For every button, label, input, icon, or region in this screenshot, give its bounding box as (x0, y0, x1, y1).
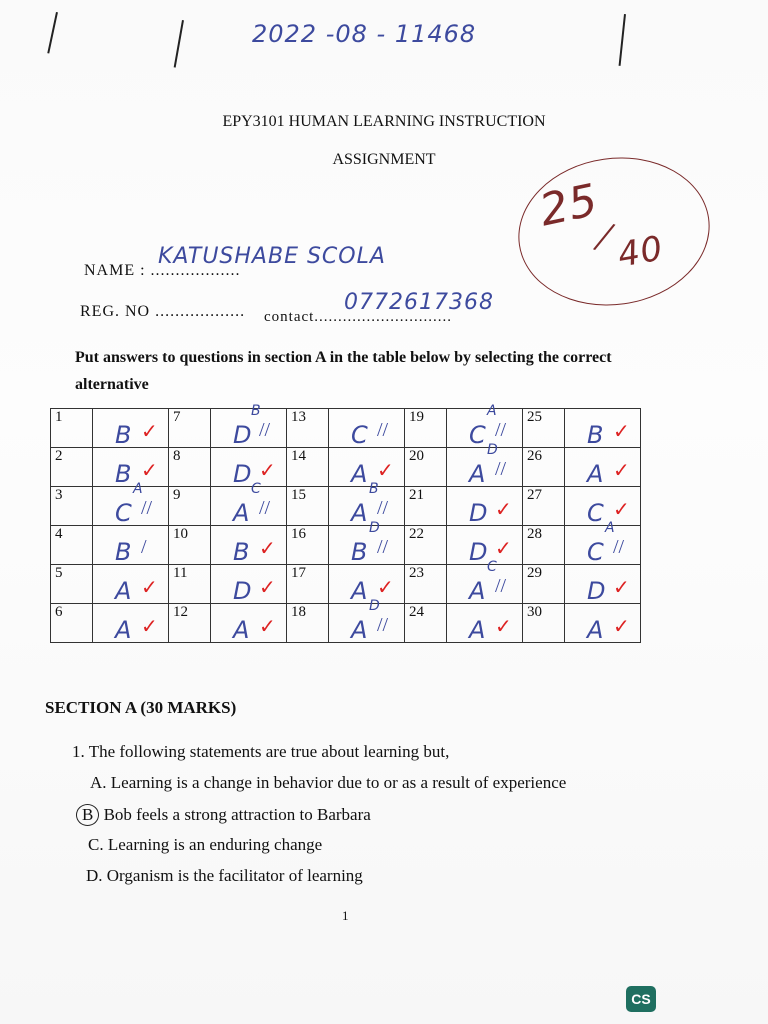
wrong-mark: // (377, 497, 389, 519)
correct-tick-mark: ✓ (495, 538, 512, 560)
question-number: 15 (287, 487, 329, 526)
answer-row (51, 409, 641, 448)
answer-table (50, 403, 641, 644)
student-answer: C (587, 499, 605, 527)
wrong-mark: // (495, 419, 507, 441)
wrong-mark: // (141, 497, 153, 519)
question-number: 2 (51, 448, 93, 487)
contact-value: 0772617368 (344, 290, 494, 315)
answer-cell (447, 526, 523, 565)
correct-tick-mark: ✓ (613, 460, 630, 482)
correction-letter: D (487, 442, 499, 458)
option-b-letter-circled: B (76, 804, 99, 826)
wrong-mark: // (377, 419, 389, 441)
answer-cell (447, 442, 523, 488)
correct-tick-mark: ✓ (495, 616, 512, 638)
score-denominator: 40 (614, 228, 667, 276)
score-circle (509, 145, 720, 317)
pen-stroke (174, 20, 184, 68)
correction-letter: D (369, 520, 381, 536)
question-number: 22 (405, 526, 447, 565)
correct-tick-mark: ✓ (377, 460, 394, 482)
contact-label: contact............................. (264, 309, 453, 325)
score-slash: / (589, 210, 620, 263)
option-a-letter: A. (90, 773, 107, 792)
answer-cell (565, 565, 641, 604)
section-heading: SECTION A (30 MARKS) (45, 698, 237, 717)
answer-cell (93, 604, 169, 643)
student-answer: B (115, 421, 133, 449)
answer-row (51, 526, 641, 565)
correction-letter: A (133, 481, 144, 497)
question-number: 4 (51, 526, 93, 565)
answer-cell (565, 487, 641, 526)
answer-cell (211, 604, 287, 643)
correction-letter: B (369, 481, 380, 497)
option-a (90, 773, 566, 793)
student-answer: C (351, 421, 369, 449)
answer-cell (329, 565, 405, 604)
option-c (88, 835, 322, 855)
option-d (86, 866, 363, 886)
answer-cell (329, 598, 405, 644)
question-number: 1 (51, 409, 93, 448)
question-1-stem: 1. The following statements are true about learning but, (72, 742, 450, 761)
answer-cell (93, 481, 169, 527)
answer-row (51, 565, 641, 604)
answer-cell (447, 403, 523, 449)
question-number: 6 (51, 604, 93, 643)
student-answer: D (233, 577, 253, 605)
student-answer: A (115, 616, 133, 644)
question-number: 5 (51, 565, 93, 604)
correct-tick-mark: ✓ (377, 577, 394, 599)
answer-cell (447, 559, 523, 605)
wrong-mark: // (377, 536, 389, 558)
course-title: EPY3101 HUMAN LEARNING INSTRUCTION (222, 113, 546, 130)
correct-tick-mark: ✓ (613, 577, 630, 599)
student-answer: A (233, 616, 251, 644)
student-answer: A (233, 499, 251, 527)
student-answer: C (587, 538, 605, 566)
answer-cell (211, 526, 287, 565)
pen-stroke (619, 14, 626, 66)
student-answer: B (115, 460, 133, 488)
answer-cell (565, 448, 641, 487)
answer-cell (447, 604, 523, 643)
answer-cell (93, 409, 169, 448)
correct-tick-mark: ✓ (613, 421, 630, 443)
answer-cell (211, 403, 287, 449)
student-answer: D (233, 460, 253, 488)
correct-tick-mark: ✓ (141, 421, 158, 443)
answer-cell (211, 481, 287, 527)
question-number: 19 (405, 409, 447, 448)
assignment-label: ASSIGNMENT (332, 151, 436, 168)
correct-tick-mark: ✓ (259, 538, 276, 560)
answer-cell (329, 520, 405, 566)
student-answer: C (115, 499, 133, 527)
option-d-letter: D. (86, 866, 103, 885)
answer-row (51, 487, 641, 526)
question-number: 12 (169, 604, 211, 643)
answer-row (51, 604, 641, 643)
student-answer: D (233, 421, 253, 449)
question-number: 17 (287, 565, 329, 604)
correction-letter: D (369, 598, 381, 614)
question-number: 10 (169, 526, 211, 565)
option-a-text: Learning is a change in behavior due to or as a result of experience (110, 773, 567, 792)
question-number: 20 (405, 448, 447, 487)
student-answer: A (469, 616, 487, 644)
student-answer: B (115, 538, 133, 566)
score-numerator: 25 (535, 174, 603, 237)
wrong-mark: // (259, 419, 271, 441)
student-answer: A (469, 460, 487, 488)
answer-cell (329, 481, 405, 527)
question-number: 3 (51, 487, 93, 526)
correct-tick-mark: ✓ (141, 460, 158, 482)
student-answer: C (469, 421, 487, 449)
correct-tick-mark: ✓ (259, 616, 276, 638)
answer-cell (329, 409, 405, 448)
question-number: 13 (287, 409, 329, 448)
question-number: 29 (523, 565, 565, 604)
correct-tick-mark: ✓ (259, 577, 276, 599)
student-answer: A (115, 577, 133, 605)
correct-tick-mark: ✓ (141, 577, 158, 599)
answer-cell (565, 604, 641, 643)
option-c-letter: C. (88, 835, 104, 854)
student-answer: A (469, 577, 487, 605)
student-answer: A (351, 616, 369, 644)
question-number: 30 (523, 604, 565, 643)
student-answer: B (351, 538, 369, 566)
reg-label: REG. NO .................. (80, 303, 246, 320)
option-b (76, 804, 371, 826)
student-answer: D (469, 538, 489, 566)
question-number: 11 (169, 565, 211, 604)
camscanner-logo: CS (626, 986, 656, 1012)
option-c-text: Learning is an enduring change (107, 835, 323, 854)
name-value: KATUSHABE SCOLA (158, 244, 386, 269)
correction-letter: A (605, 520, 616, 536)
correction-letter: C (251, 481, 262, 497)
answer-cell (565, 520, 641, 566)
correct-tick-mark: ✓ (141, 616, 158, 638)
question-number: 23 (405, 565, 447, 604)
correction-letter: B (251, 403, 262, 419)
correct-tick-mark: ✓ (259, 460, 276, 482)
option-d-text: Organism is the facilitator of learning (106, 866, 363, 885)
correction-letter: A (487, 403, 498, 419)
student-answer: A (351, 577, 369, 605)
answer-cell (447, 487, 523, 526)
wrong-mark: / (141, 536, 147, 558)
question-number: 14 (287, 448, 329, 487)
answer-cell (93, 565, 169, 604)
instruction-text: Put answers to questions in section A in the table below by selecting the correct alternative (75, 349, 612, 393)
pen-stroke (47, 12, 58, 53)
name-label: NAME : .................. (84, 262, 241, 279)
question-number: 8 (169, 448, 211, 487)
correct-tick-mark: ✓ (495, 499, 512, 521)
student-answer: B (233, 538, 251, 566)
option-b-text: Bob feels a strong attraction to Barbara (103, 805, 371, 824)
wrong-mark: // (613, 536, 625, 558)
question-number: 7 (169, 409, 211, 448)
handwritten-reg-number: 2022 -08 - 11468 (252, 20, 477, 48)
correct-tick-mark: ✓ (613, 616, 630, 638)
answer-cell (329, 448, 405, 487)
wrong-mark: // (495, 458, 507, 480)
wrong-mark: // (259, 497, 271, 519)
wrong-mark: // (377, 614, 389, 636)
student-answer: A (587, 616, 605, 644)
question-number: 16 (287, 526, 329, 565)
student-answer: A (351, 460, 369, 488)
answer-cell (211, 448, 287, 487)
correction-letter: C (487, 559, 498, 575)
student-answer: D (587, 577, 607, 605)
answer-cell (93, 448, 169, 487)
question-number: 21 (405, 487, 447, 526)
question-number: 25 (523, 409, 565, 448)
student-answer: D (469, 499, 489, 527)
question-number: 27 (523, 487, 565, 526)
question-number: 9 (169, 487, 211, 526)
question-number: 28 (523, 526, 565, 565)
question-number: 26 (523, 448, 565, 487)
student-answer: A (587, 460, 605, 488)
question-number: 24 (405, 604, 447, 643)
student-answer: B (587, 421, 605, 449)
answer-cell (211, 565, 287, 604)
wrong-mark: // (495, 575, 507, 597)
page-number: 1 (342, 908, 349, 923)
student-answer: A (351, 499, 369, 527)
answer-cell (93, 526, 169, 565)
correct-tick-mark: ✓ (613, 499, 630, 521)
question-number: 18 (287, 604, 329, 643)
answer-cell (565, 409, 641, 448)
